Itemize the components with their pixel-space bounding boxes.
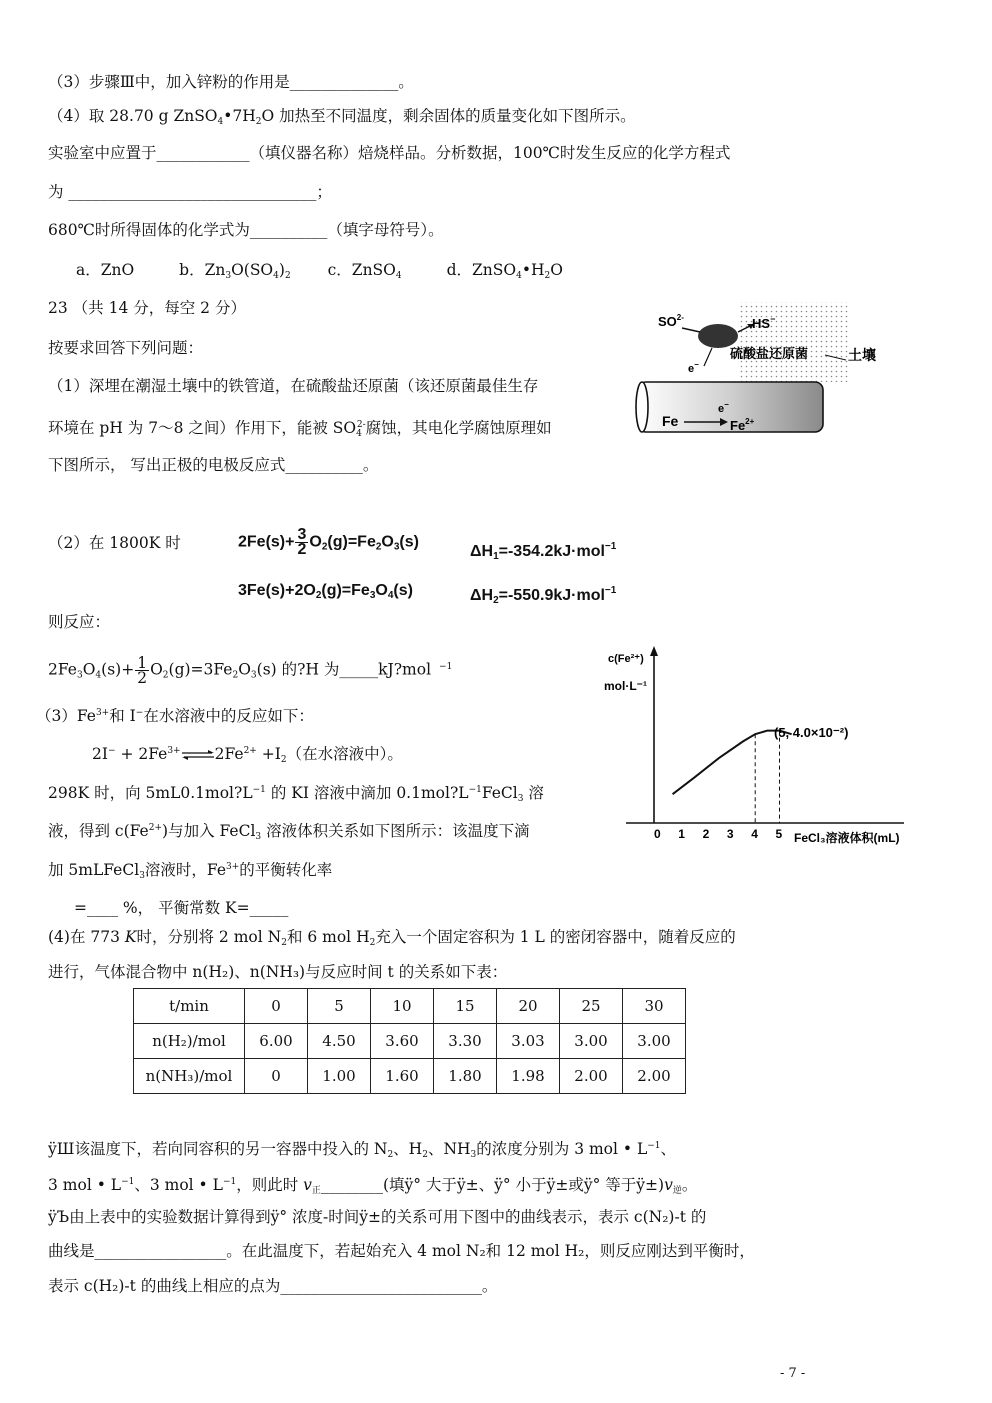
q23-p4-q1: ÿШ该温度下，若向同容积的另一容器中投入的 $N_2$、$H_2$、$NH_3$的浓度分别为 3 mol • $L^{-1}$、 — [48, 1140, 677, 1160]
chart-x-tick-label: 1 — [678, 827, 685, 841]
table-cell: 4.50 — [308, 1024, 371, 1059]
option-b: b．$Zn_3O(SO_4)_2$ — [179, 261, 291, 281]
chart-yunit: mol·L⁻¹ — [604, 679, 647, 693]
table-cell: 3.03 — [497, 1024, 560, 1059]
equilibrium-arrow-icon — [181, 745, 215, 765]
electron-label: e− — [688, 360, 699, 375]
bacteria-cell — [698, 324, 738, 348]
q23-p3-line6: =____ %， 平衡常数 K=_____ — [74, 899, 289, 917]
q23-p1-line1: （1）深埋在潮湿土壤中的铁管道，在硫酸盐还原菌（该还原菌最佳生存 — [48, 377, 539, 395]
table-cell: t/min — [134, 989, 245, 1024]
table-row — [134, 1059, 686, 1094]
chart-x-tick-label: 2 — [702, 827, 710, 841]
q23-p2-then: 则反应： — [48, 613, 111, 631]
table-cell: 2.00 — [623, 1059, 686, 1094]
chart-ylabel: c(Fe²⁺) — [608, 653, 644, 665]
q23-p4-q4: 曲线是_________________。在此温度下，若起始充入 4 mol N₂和 12 mol H₂，则反应刚达到平衡时， — [48, 1242, 755, 1260]
fe2-concentration-chart — [598, 640, 916, 855]
table-cell: 30 — [623, 989, 686, 1024]
thermo-dh2: $\Delta H_2=-550.9kJ\cdot mol^{-1}$ — [470, 585, 617, 606]
q4-line2: 实验室中应置于____________（填仪器名称）焙烧样品。分析数据，100℃时发生反应的化学方程式 — [48, 144, 731, 162]
soil-label-top: 土壤 — [848, 347, 876, 363]
hs-label: HS− — [752, 314, 776, 331]
table-cell: 0 — [245, 989, 308, 1024]
table-cell: 1.00 — [308, 1059, 371, 1094]
table-cell: 10 — [371, 989, 434, 1024]
chart-x-tick-label: 3 — [726, 827, 734, 841]
table-cell: 20 — [497, 989, 560, 1024]
table-cell: 3.00 — [623, 1024, 686, 1059]
q23-p3-line5: 加 5mLFeCl$_3$溶液时，$Fe^{3+}$的平衡转化率 — [48, 861, 333, 881]
q3-step-line: （3）步骤Ⅲ中，加入锌粉的作用是______________。 — [48, 73, 414, 91]
bacteria-label: 硫酸盐还原菌 — [730, 346, 809, 361]
q23-p4-line1: (4)在 773 K时，分别将 2 mol $N_2$和 6 mol $H_2$充入一个固定容积为 1 L 的密闭容器中，随着反应的 — [48, 928, 736, 948]
table-cell: 0 — [245, 1059, 308, 1094]
chart-x-tick-label: 4 — [751, 827, 758, 841]
table-cell: 3.00 — [560, 1024, 623, 1059]
q23-p4-line2: 进行，气体混合物中 n(H₂)、n(NH₃)与反应时间 t 的关系如下表： — [48, 963, 508, 981]
page-number: - 7 - — [780, 1366, 806, 1381]
option-a: a．ZnO — [76, 261, 135, 279]
soil-texture — [740, 302, 850, 382]
y-axis-arrow-icon — [650, 646, 658, 656]
q23-p1-line3: 下图所示， 写出正极的电极反应式__________。 — [48, 456, 379, 474]
table-header-row — [134, 989, 686, 1024]
table-cell: 1.98 — [497, 1059, 560, 1094]
q4-line1: （4）取 28.70 g $ZnSO_4•7H_2O$ 加热至不同温度，剩余固体的质量变化如下图所示。 — [48, 107, 636, 127]
table-cell: 1.60 — [371, 1059, 434, 1094]
pipe-end — [636, 382, 648, 432]
q23-p3-line3: 298K 时，向 $5mL0.1mol?L^{-1}$ 的 KI 溶液中滴加 $0.1mol?L^{-1}FeCl_3$ 溶 — [48, 784, 544, 804]
table-cell: 3.30 — [434, 1024, 497, 1059]
option-d: d．$ZnSO_4•H_2O$ — [446, 261, 563, 281]
electron-arrow — [704, 348, 712, 366]
q23-p4-q3: ÿЪ由上表中的实验数据计算得到ÿ° 浓度-时间ÿ±的关系可用下图中的曲线表示，表示 c(N₂)-t 的 — [48, 1208, 707, 1226]
q23-p2-label: （2）在 1800K 时 — [48, 534, 181, 552]
q23-p2-reaction: $2Fe_3O_4(s)+$ $\frac{1}{2}$ $O_2(g)=3Fe_2O_3(s)$ 的?H 为_____kJ?mol $^{-1}$ — [48, 654, 453, 687]
chart-xlabel: FeCl₃溶液体积(mL) — [794, 831, 900, 845]
chart-x-tick-label: 5 — [775, 827, 783, 841]
pipe-electron-label: e− — [718, 400, 729, 415]
fe-label: Fe — [662, 413, 679, 429]
option-c: c．ZnSO$_4$ — [327, 261, 402, 281]
reaction-data-table — [133, 988, 686, 1094]
table-cell: 5 — [308, 989, 371, 1024]
q23-p3-line1: $(3)Fe^{3+}$和 I−在水溶液中的反应如下： — [36, 707, 314, 725]
thermo-dh1: $\Delta H_1=-354.2kJ\cdot mol^{-1}$ — [470, 541, 617, 562]
table-row — [134, 1024, 686, 1059]
thermo-eq1: 2Fe(s)+ $\frac{3}{2}$ $O_2(g)=Fe_2O_3(s)$ — [238, 526, 419, 558]
table-cell: n(NH₃)/mol — [134, 1059, 245, 1094]
table-cell: 2.00 — [560, 1059, 623, 1094]
chart-annotation: (5, 4.0×10⁻²) — [774, 725, 849, 740]
fe2-label: $Fe^{2+}$ — [730, 417, 755, 433]
so4-label: $SO^{2-}$ — [658, 313, 684, 329]
q4-line4: 680℃时所得固体的化学式为__________（填字母符号）。 — [48, 221, 444, 239]
table-cell: n(H₂)/mol — [134, 1024, 245, 1059]
table-cell: 25 — [560, 989, 623, 1024]
q23-p3-line4: 液，得到 $c(Fe^{2+})$与加入 FeCl$_3$ 溶液体积关系如下图所示：该温度下滴 — [48, 822, 530, 842]
q23-p3-equation: $2I^- + 2Fe^{3+}$ $2Fe^{2+} +I_2$（在水溶液中）。 — [92, 745, 403, 765]
q23-intro: 按要求回答下列问题： — [48, 339, 204, 357]
corrosion-diagram — [630, 300, 876, 445]
table-cell: 6.00 — [245, 1024, 308, 1059]
q23-p4-q2: 3 mol • $L^{-1}$、3 mol • $L^{-1}$，则此时 $v_正\_\_\_\_\_\_\_\_$(填ÿ° 大于ÿ±、ÿ° 小于ÿ±或ÿ° 等于$ÿ\pm)v_逆$。 — [48, 1176, 698, 1196]
thermo-eq2: $3Fe(s)+2O_2(g)=Fe_3O_4(s)$ — [238, 582, 413, 601]
q4-line3: 为 ________________________________； — [48, 183, 332, 201]
chart-x-tick-label: 0 — [654, 827, 661, 841]
q23-p1-line2: 环境在 pH 为 7～8 之间）作用下，能被 $SO_4^{2-}$腐蚀，其电化学腐蚀原理如 — [48, 419, 552, 439]
table-cell: 1.80 — [434, 1059, 497, 1094]
q23-header: 23 （共 14 分，每空 2 分） — [48, 299, 246, 317]
so4-arrow — [682, 328, 700, 332]
chart-series-line — [673, 731, 792, 795]
table-cell: 15 — [434, 989, 497, 1024]
q4-options — [76, 260, 563, 286]
q23-p4-q5: 表示 c(H₂)-t 的曲线上相应的点为__________________________。 — [48, 1277, 498, 1295]
table-cell: 3.60 — [371, 1024, 434, 1059]
